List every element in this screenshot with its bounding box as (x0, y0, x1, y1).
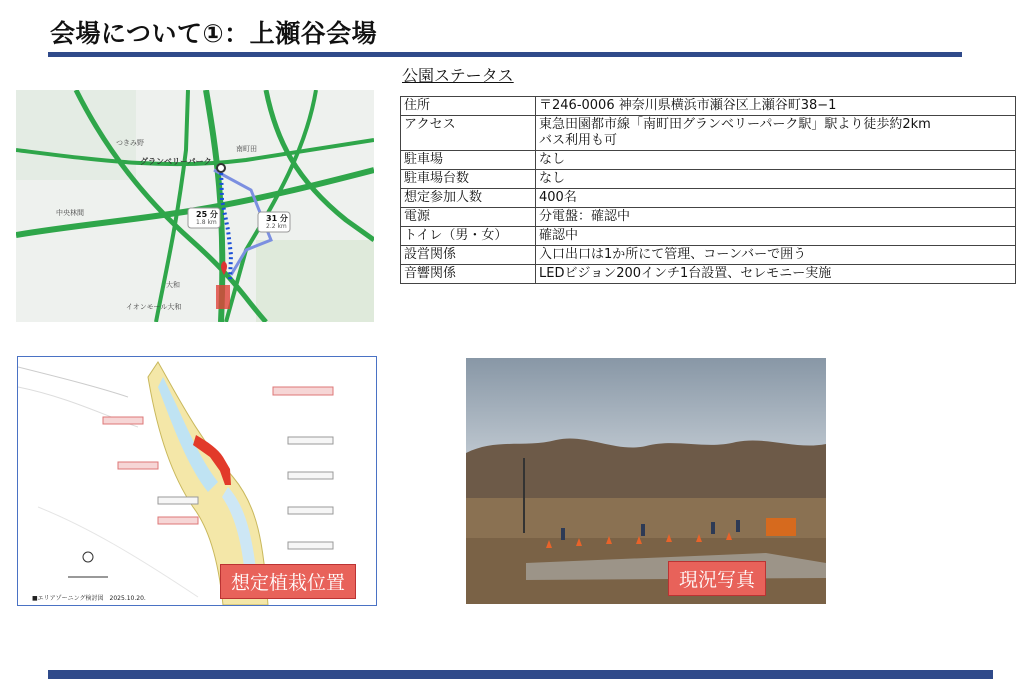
walk-distance: 1.8 km (196, 219, 217, 226)
plan-caption: ■エリアゾーニング検討図 2025.10.20. (32, 595, 146, 602)
page-title: 会場について①：上瀬谷会場 (50, 19, 378, 48)
drive-time: 31 分 (266, 214, 288, 223)
map-label: イオンモール大和 (126, 303, 182, 311)
table-row (401, 116, 1016, 151)
row-key: 電源 (401, 208, 536, 227)
title-underline (48, 52, 962, 57)
site-photo[interactable] (466, 358, 826, 604)
station-label: グランベリーパーク (140, 157, 212, 166)
row-key: トイレ（男・女） (401, 227, 536, 246)
section-heading: 公園ステータス (402, 66, 514, 85)
row-value (536, 116, 1016, 151)
park-status-table (400, 96, 1016, 284)
access-line-2: バス利用も可 (539, 133, 618, 148)
table-row (401, 97, 1016, 116)
row-key: 音響関係 (401, 265, 536, 284)
map-label: 南町田 (236, 145, 257, 153)
table-row (401, 246, 1016, 265)
row-value: 確認中 (536, 227, 1016, 246)
row-key: 駐車場台数 (401, 170, 536, 189)
row-key: 住所 (401, 97, 536, 116)
row-value: LEDビジョン200インチ1台設置、セレモニー実施 (536, 265, 1016, 284)
row-value: 入口出口は1か所にて管理、コーンバーで囲う (536, 246, 1016, 265)
planting-position-tag: 想定植栽位置 (220, 564, 356, 599)
drive-distance: 2.2 km (266, 223, 287, 230)
row-value: なし (536, 170, 1016, 189)
current-photo-tag: 現況写真 (668, 561, 766, 596)
table-row (401, 189, 1016, 208)
table-row (401, 227, 1016, 246)
row-key: 設営関係 (401, 246, 536, 265)
table-row (401, 265, 1016, 284)
walk-time: 25 分 (196, 210, 218, 219)
row-key: アクセス (401, 116, 536, 151)
table-row (401, 151, 1016, 170)
table-row (401, 208, 1016, 227)
row-key: 想定参加人数 (401, 189, 536, 208)
row-value: 分電盤：確認中 (536, 208, 1016, 227)
row-key: 駐車場 (401, 151, 536, 170)
footer-rule (48, 670, 993, 679)
access-line-1: 東急田園都市線「南町田グランベリーパーク駅」駅より徒歩約2km (539, 117, 931, 132)
row-value: 400名 (536, 189, 1016, 208)
map-label: つきみ野 (116, 139, 144, 147)
table-row (401, 170, 1016, 189)
map-label: 中央林間 (56, 209, 84, 217)
row-value: 〒246-0006 神奈川県横浜市瀬谷区上瀬谷町38−1 (536, 97, 1016, 116)
route-map[interactable] (16, 90, 374, 322)
zoning-plan[interactable] (17, 356, 377, 606)
row-value: なし (536, 151, 1016, 170)
map-label: 大和 (166, 281, 180, 289)
